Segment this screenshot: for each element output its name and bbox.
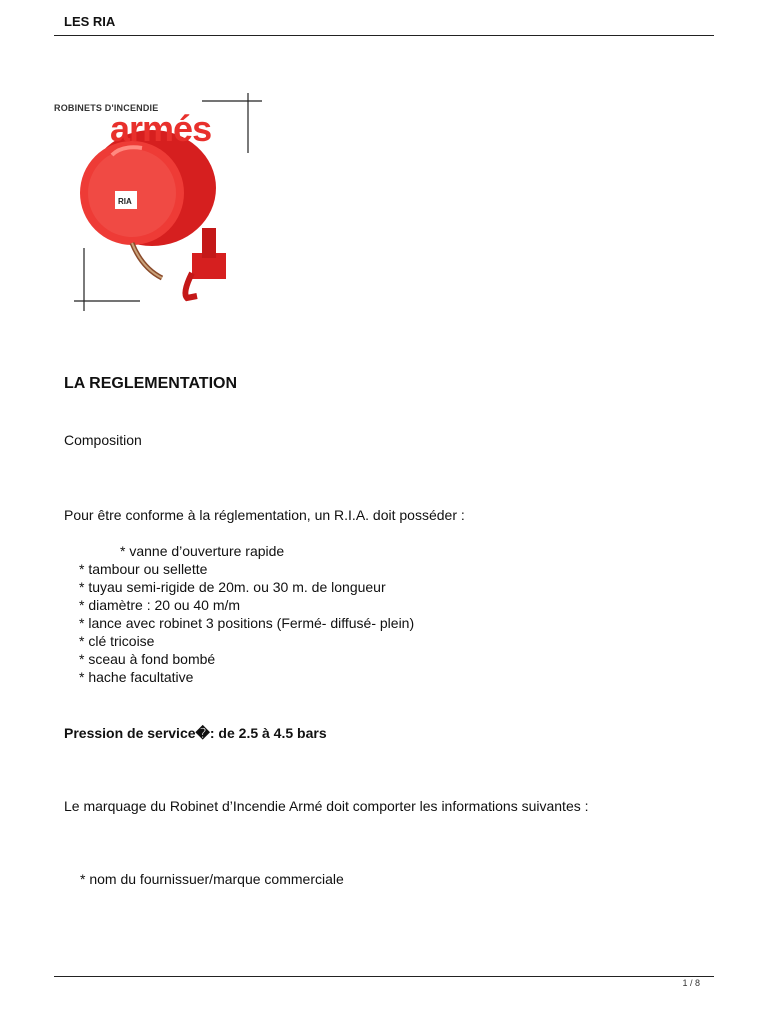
list-item: * tuyau semi-rigide de 20m. ou 30 m. de longueur bbox=[79, 579, 386, 595]
list-item: * lance avec robinet 3 positions (Fermé- diffusé- plein) bbox=[79, 615, 415, 631]
marking-list-item: * nom du fournissuer/marque commerciale bbox=[80, 871, 344, 887]
logo-subtitle: ROBINETS D'INCENDIE bbox=[54, 103, 159, 113]
ria-plate-label: RIA bbox=[118, 197, 132, 206]
requirements-list bbox=[79, 542, 414, 686]
marking-intro: Le marquage du Robinet d’Incendie Armé doit comporter les informations suivantes : bbox=[64, 798, 589, 814]
service-pressure: Pression de service�: de 2.5 à 4.5 bars bbox=[64, 725, 327, 741]
list-item: * sceau à fond bombé bbox=[79, 651, 216, 667]
ria-logo bbox=[52, 93, 262, 338]
intro-paragraph: Pour être conforme à la réglementation, un R.I.A. doit posséder : bbox=[64, 507, 465, 523]
page-number: 1 / 8 bbox=[682, 978, 700, 988]
list-item: * vanne d’ouverture rapide bbox=[120, 543, 285, 559]
list-item: * clé tricoise bbox=[79, 633, 155, 649]
composition-label: Composition bbox=[64, 432, 142, 448]
footer-divider bbox=[54, 976, 714, 977]
section-heading: LA REGLEMENTATION bbox=[64, 375, 238, 392]
list-item: * diamètre : 20 ou 40 m/m bbox=[79, 597, 241, 613]
list-item: * hache facultative bbox=[79, 669, 194, 685]
logo-title: armés bbox=[110, 108, 212, 149]
list-item: * tambour ou sellette bbox=[79, 561, 208, 577]
header-divider bbox=[54, 35, 714, 36]
document-header-title: LES RIA bbox=[64, 14, 116, 29]
